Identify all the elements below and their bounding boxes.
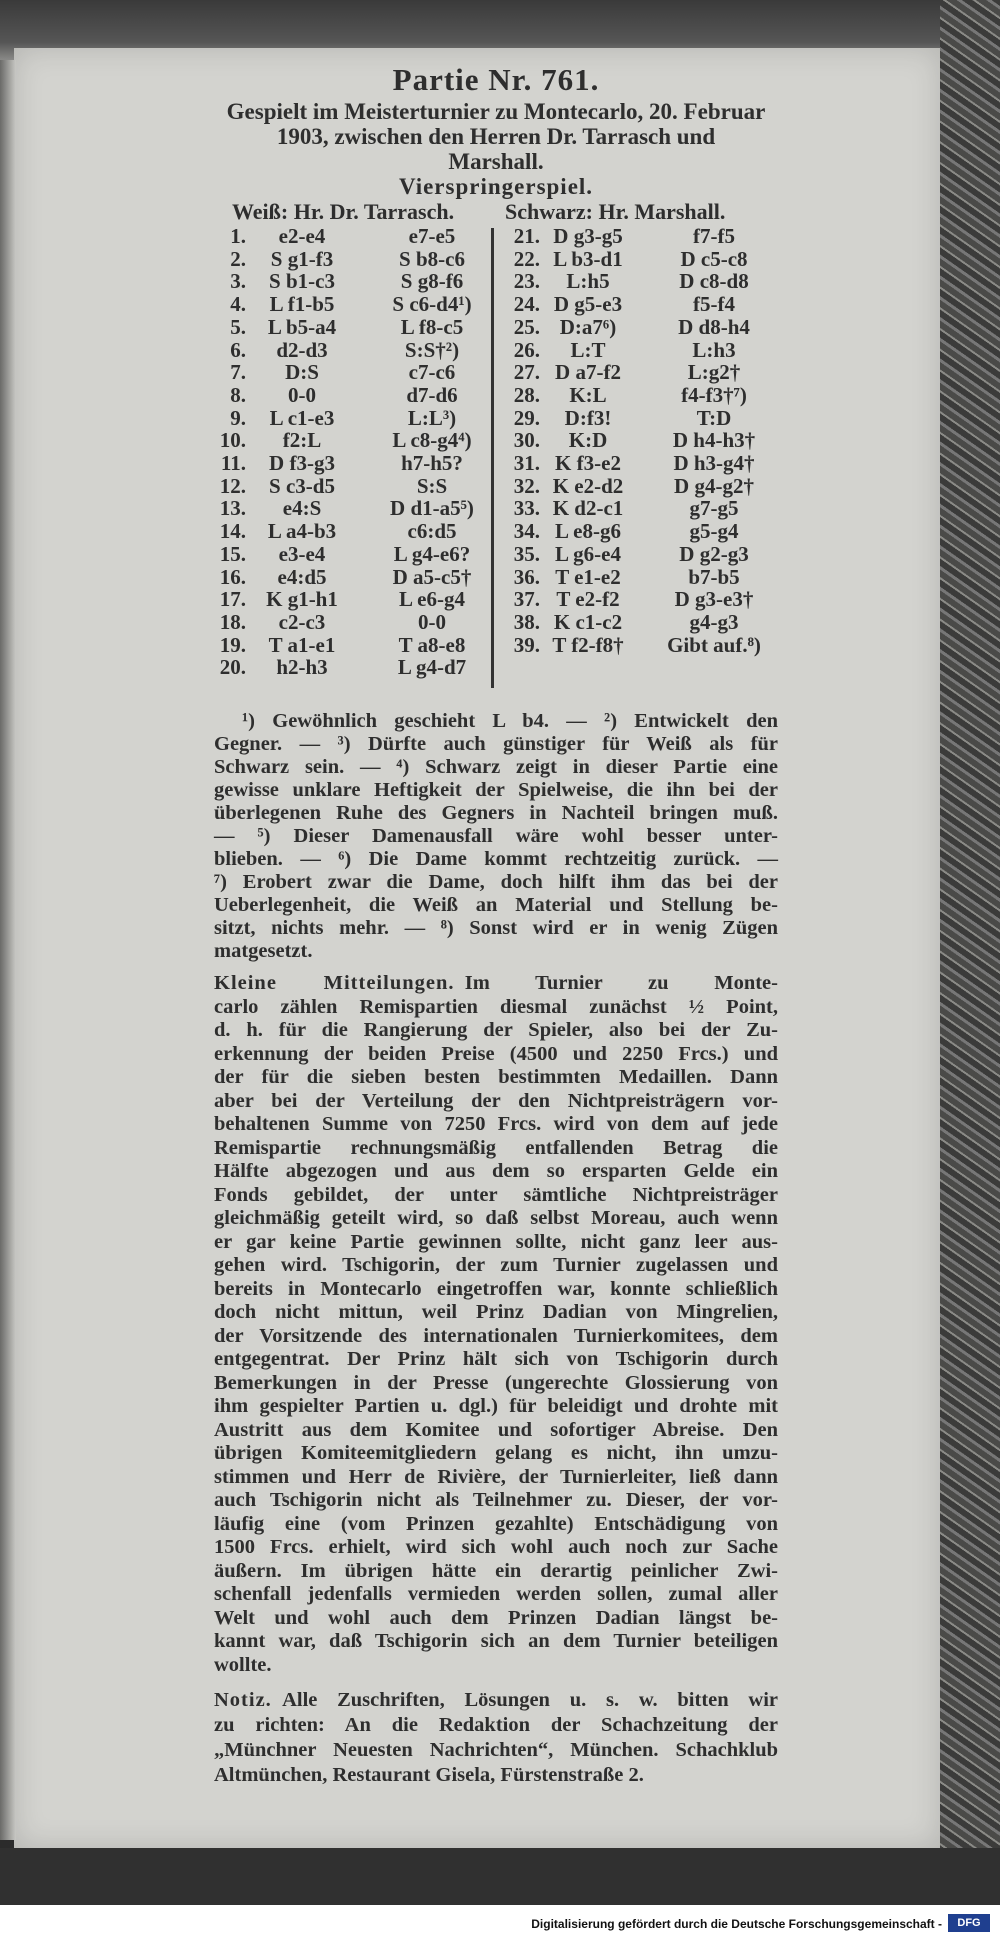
white-move: D g3-g5	[553, 224, 623, 248]
section-line: Welt und wohl auch dem Prinzen Dadian längst be-	[214, 1606, 778, 1629]
black-move: h7-h5?	[401, 451, 463, 475]
black-move: D d8-h4	[678, 314, 750, 339]
black-move: d7-d6	[406, 382, 458, 407]
footer	[0, 1905, 1000, 1944]
move-number: 12.	[219, 473, 246, 498]
move-number: 16.	[219, 564, 246, 589]
black-move: T:D	[696, 405, 732, 430]
black-player-header: Schwarz: Hr. Marshall.	[505, 199, 726, 224]
move-row	[214, 520, 778, 543]
move-row	[214, 270, 778, 293]
black-move: S c6-d4¹)	[392, 292, 472, 317]
white-move: D:f3!	[564, 405, 612, 430]
white-move: D g5-e3	[553, 292, 623, 317]
black-move: D g4-g2†	[674, 473, 754, 498]
move-number: 2.	[230, 246, 246, 271]
white-move: K f3-e2	[555, 451, 621, 475]
white-move: c2-c3	[278, 609, 326, 634]
move-number: 11.	[220, 451, 246, 475]
white-move: T f2-f8†	[552, 632, 624, 657]
move-number: 9.	[230, 405, 246, 430]
move-number: 31.	[513, 451, 540, 475]
move-number: 6.	[230, 337, 246, 362]
move-number: 34.	[513, 519, 540, 544]
black-move: S:S	[416, 473, 448, 498]
black-move: D g2-g3	[679, 541, 749, 566]
section-text: Im Turnier zu Monte-	[464, 972, 778, 994]
move-number: 33.	[513, 496, 540, 521]
white-player-header: Weiß: Hr. Dr. Tarrasch.	[232, 199, 455, 224]
column-divider	[491, 228, 494, 688]
section-line: behaltenen Summe von 7250 Frcs. wird von dem auf jede	[214, 1113, 778, 1135]
section-line: Fonds gebildet, der unter sämtliche Nichtpreisträger	[214, 1183, 778, 1206]
black-move: S b8-c6	[399, 246, 465, 271]
section-line: schenfall jedenfalls vermieden werden sollen, zumal aller	[214, 1583, 778, 1605]
black-move: D h3-g4†	[673, 451, 755, 475]
white-move: e4:S	[282, 496, 322, 521]
move-number: 39.	[513, 632, 540, 657]
move-row	[214, 452, 778, 475]
move-number: 20.	[219, 655, 246, 680]
page-edge	[0, 60, 16, 1840]
move-row	[214, 475, 778, 498]
white-move: T a1-e1	[268, 632, 336, 657]
section-line: läufig eine (vom Prinzen gezahlte) Entschädigung von	[214, 1512, 778, 1535]
white-move: L e8-g6	[555, 519, 621, 544]
section-line: entgegentrat. Der Prinz hält sich von Tschigorin durch	[214, 1348, 778, 1370]
move-row	[214, 339, 778, 362]
section-line: wollte.	[214, 1653, 272, 1676]
game-subtitle-line: Marshall.	[448, 149, 544, 174]
annotation-line: — ⁵) Dieser Damenausfall wäre wohl besser unter-	[214, 825, 778, 847]
black-move: c6:d5	[407, 519, 457, 544]
section-line: Altmünchen, Restaurant Gisela, Fürstenstraße 2.	[214, 1764, 644, 1786]
section-line: Austritt aus dem Komitee und sofortiger Abreise. Den	[214, 1418, 778, 1441]
move-number: 8.	[230, 382, 246, 407]
move-number: 25.	[513, 314, 540, 339]
move-number: 15.	[219, 541, 246, 566]
news-section	[214, 972, 778, 1677]
move-number: 22.	[513, 246, 540, 271]
section-line: kannt war, daß Tschigorin sich an dem Turnier beteiligen	[214, 1630, 778, 1652]
move-number: 28.	[513, 382, 540, 407]
game-subtitle-line: Gespielt im Meisterturnier zu Montecarlo, 20. Februar	[226, 99, 766, 124]
white-move: L:T	[570, 337, 606, 362]
annotation-line: Gegner. — ³) Dürfte auch günstiger für Weiß als für	[214, 733, 778, 755]
white-move: S g1-f3	[270, 246, 334, 271]
white-move: L b5-a4	[267, 314, 337, 339]
white-move: K d2-c1	[552, 496, 624, 521]
move-number: 4.	[230, 292, 246, 317]
move-number: 38.	[513, 609, 540, 634]
black-move: L f8-c5	[400, 314, 464, 339]
move-row	[214, 429, 778, 452]
move-number: 32.	[513, 473, 540, 498]
white-move: K g1-h1	[266, 587, 338, 612]
white-move: K e2-d2	[552, 473, 624, 498]
section-line: erkennung der beiden Preise (4500 und 2250 Frcs.) und	[214, 1042, 778, 1065]
section-line: zu richten: An die Redaktion der Schachzeitung der	[214, 1714, 778, 1736]
scanner-frame-bottom	[0, 1848, 1000, 1905]
section-line: Remispartie rechnungsmäßig entfallenden Betrag die	[214, 1136, 778, 1159]
move-number: 14.	[219, 519, 246, 544]
white-move: L b3-d1	[553, 246, 623, 271]
white-move: L f1-b5	[269, 292, 335, 317]
section-line: übrigen Komiteemitgliedern gelang es nicht, ihn umzu-	[214, 1442, 778, 1464]
move-row	[214, 611, 778, 634]
black-move: g7-g5	[689, 496, 739, 521]
black-move: b7-b5	[688, 564, 740, 589]
black-move: D c5-c8	[680, 246, 748, 271]
move-number: 29.	[513, 405, 540, 430]
annotation-line: überlegenen Ruhe des Gegners in Nachteil bringen muß.	[214, 802, 778, 824]
white-move: L a4-b3	[267, 519, 337, 544]
white-move: K:L	[569, 382, 607, 407]
black-move: L c8-g4⁴)	[392, 428, 472, 453]
black-move: L:g2†	[687, 360, 741, 385]
white-move: K c1-c2	[553, 609, 623, 634]
dfg-logo: DFG	[948, 1914, 990, 1932]
black-move: D h4-h3†	[672, 428, 756, 453]
move-number: 36.	[513, 564, 540, 589]
section-heading: Notiz.	[214, 1689, 272, 1711]
annotation-line: Schwarz sein. — ⁴) Schwarz zeigt in dieser Partie eine	[214, 756, 778, 778]
section-line: stimmen und Herr de Rivière, der Turnierleiter, ließ dann	[214, 1465, 778, 1488]
section-line: doch nicht mittun, weil Prinz Dadian von Mingrelien,	[214, 1301, 778, 1323]
move-row	[214, 361, 778, 384]
white-move: D a7-f2	[555, 360, 621, 385]
white-move: e3-e4	[278, 541, 326, 566]
move-number: 24.	[513, 292, 540, 317]
move-number: 19.	[219, 632, 246, 657]
black-move: e7-e5	[408, 224, 456, 248]
annotation-line: ⁷) Erobert zwar die Dame, doch hilft ihm das bei der	[214, 871, 778, 893]
section-line: gleichmäßig geteilt wird, so daß selbst Moreau, auch wenn	[214, 1207, 778, 1229]
white-move: h2-h3	[276, 655, 328, 680]
move-row	[214, 566, 778, 589]
move-row	[214, 634, 778, 657]
annotation-line: gewisse unklare Heftigkeit der Spielweise, die ihn bei der	[214, 779, 778, 801]
section-line: carlo zählen Remispartien diesmal zunächst ½ Point,	[214, 995, 778, 1018]
section-line: gehen wird. Tschigorin, der zum Turnier zugelassen und	[214, 1254, 778, 1276]
section-line: äußern. Im übrigen hätte ein derartig peinlicher Zwi-	[214, 1559, 778, 1582]
section-line: der für die sieben besten bestimmten Medaillen. Dann	[214, 1066, 778, 1088]
white-move: L g6-e4	[555, 541, 621, 566]
annotation-line: sitzt, nichts mehr. — ⁸) Sonst wird er in wenig Zügen	[214, 917, 778, 939]
white-move: d2-d3	[276, 337, 328, 362]
move-row	[214, 497, 778, 520]
black-move: S:S†²)	[404, 337, 460, 362]
black-move: g5-g4	[689, 519, 739, 544]
white-move: f2:L	[282, 428, 322, 453]
annotations	[214, 710, 778, 963]
black-move: f7-f5	[693, 224, 735, 248]
move-row	[214, 588, 778, 611]
move-number: 1.	[230, 224, 246, 248]
section-line: „Münchner Neuesten Nachrichten“, München. Schachklub	[214, 1739, 778, 1761]
move-row	[214, 248, 778, 271]
white-move: L c1-e3	[269, 405, 335, 430]
section-line: er gar keine Partie gewinnen sollte, nicht ganz leer aus-	[214, 1230, 778, 1253]
footer-credit: Digitalisierung gefördert durch die Deutsche Forschungsgemeinschaft -	[531, 1917, 942, 1931]
white-move: L:h5	[566, 269, 610, 294]
white-move: 0-0	[288, 382, 316, 407]
move-number: 27.	[513, 360, 540, 385]
annotation-line: matgesetzt.	[214, 940, 313, 962]
section-first-line	[214, 1688, 778, 1713]
section-heading: Kleine Mitteilungen.	[214, 972, 455, 994]
black-move: L e6-g4	[399, 587, 465, 612]
move-row	[214, 225, 778, 248]
white-move: e4:d5	[277, 564, 327, 589]
move-row	[214, 543, 778, 566]
black-move: Gibt auf.⁸)	[667, 632, 761, 657]
move-number: 23.	[513, 269, 540, 294]
white-move: K:D	[568, 428, 608, 453]
black-move: D c8-d8	[679, 269, 749, 294]
section-line: der Vorsitzende des internationalen Turnierkomitees, dem	[214, 1324, 778, 1347]
black-move: f5-f4	[693, 292, 735, 317]
black-move: L g4-d7	[397, 655, 467, 680]
move-number: 18.	[219, 609, 246, 634]
move-number: 3.	[230, 269, 246, 294]
black-move: c7-c6	[408, 360, 456, 385]
black-move: D a5-c5†	[392, 564, 472, 589]
white-move: T e2-f2	[556, 587, 620, 612]
black-move: D g3-e3†	[674, 587, 754, 612]
white-move: D:S	[285, 360, 319, 385]
move-number: 35.	[513, 541, 540, 566]
move-number: 17.	[219, 587, 246, 612]
section-line: bereits in Montecarlo eingetroffen war, konnte schließlich	[214, 1277, 778, 1300]
white-move: S b1-c3	[269, 269, 335, 294]
move-number: 7.	[230, 360, 246, 385]
move-number: 13.	[219, 496, 246, 521]
move-number: 26.	[513, 337, 540, 362]
black-move: L:L³)	[407, 405, 457, 430]
annotation-line: ¹) Gewöhnlich geschieht L b4. — ²) Entwickelt den	[242, 710, 778, 732]
black-move: T a8-e8	[398, 632, 466, 657]
move-row	[214, 384, 778, 407]
game-subtitle-line: 1903, zwischen den Herren Dr. Tarrasch und	[276, 124, 716, 149]
move-row	[214, 407, 778, 430]
section-line: 1500 Frcs. erhielt, wird sich wohl auch noch zur Sache	[214, 1536, 778, 1558]
marbled-book-cover	[940, 0, 1000, 1905]
black-move: f4-f3†⁷)	[681, 382, 747, 407]
white-move: D:a7⁶)	[559, 314, 617, 339]
move-row	[214, 656, 778, 679]
game-title: Partie Nr. 761.	[392, 62, 600, 97]
move-number: 37.	[513, 587, 540, 612]
section-line: Bemerkungen in der Presse (ungerechte Glossierung von	[214, 1371, 778, 1394]
section-first-line	[214, 972, 778, 996]
annotation-line: blieben. — ⁶) Die Dame kommt rechtzeitig zurück. —	[214, 848, 778, 870]
move-number: 30.	[513, 428, 540, 453]
black-move: D d1-a5⁵)	[390, 496, 474, 521]
black-move: L:h3	[692, 337, 736, 362]
white-move: T e1-e2	[555, 564, 621, 589]
move-number: 10.	[219, 428, 246, 453]
notice-section	[214, 1688, 778, 1788]
annotation-line: Ueberlegenheit, die Weiß an Material und Stellung be-	[214, 894, 778, 916]
black-move: S g8-f6	[400, 269, 464, 294]
move-row	[214, 293, 778, 316]
section-line: Hälfte abgezogen und aus dem so ersparten Gelde ein	[214, 1160, 778, 1182]
white-move: e2-e4	[278, 224, 326, 248]
section-line: auch Tschigorin nicht als Teilnehmer zu. Dieser, der vor-	[214, 1489, 778, 1511]
white-move: D f3-g3	[269, 451, 335, 475]
move-row	[214, 316, 778, 339]
section-line: ihm gespielter Partien u. dgl.) für beleidigt und drohte mit	[214, 1395, 778, 1417]
black-move: 0-0	[418, 609, 446, 634]
black-move: L g4-e6?	[393, 541, 471, 566]
section-text: Alle Zuschriften, Lösungen u. s. w. bitten wir	[282, 1689, 778, 1711]
move-number: 21.	[513, 224, 540, 248]
move-number: 5.	[230, 314, 246, 339]
white-move: S c3-d5	[269, 473, 335, 498]
black-move: g4-g3	[689, 609, 739, 634]
section-line: d. h. für die Rangierung der Spieler, also bei der Zu-	[214, 1019, 778, 1041]
opening-name: Vierspringerspiel.	[398, 174, 594, 199]
section-line: aber bei der Verteilung der den Nichtpreisträgern vor-	[214, 1089, 778, 1112]
